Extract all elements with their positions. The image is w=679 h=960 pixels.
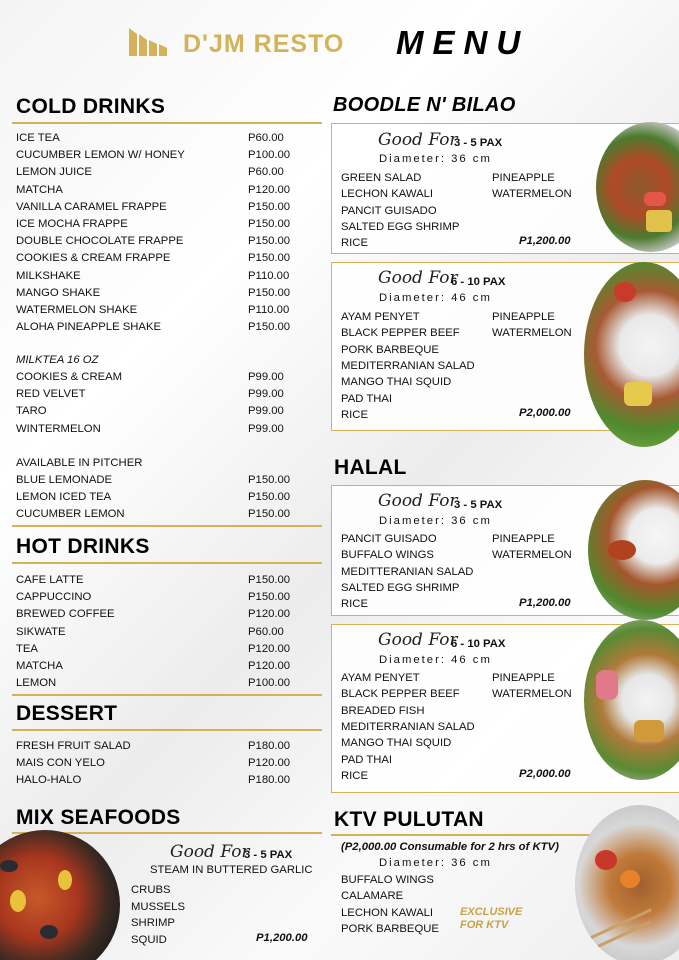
hot-drink-price: P100.00 xyxy=(248,677,291,690)
boodle-2-left-item: MANGO THAI SQUID xyxy=(341,376,452,389)
halal-2-left-item: RICE xyxy=(341,769,368,782)
cold-drink-row xyxy=(16,268,306,284)
milktea-price: P99.00 xyxy=(248,422,284,435)
boodle-2-right-item: PINEAPPLE xyxy=(492,311,555,323)
cold-drink-name: MATCHA xyxy=(16,183,63,196)
hot-drink-price: P120.00 xyxy=(248,642,291,655)
cold-drink-price: P100.00 xyxy=(248,149,291,162)
menu-title: MENU xyxy=(396,24,530,61)
boodle-2-left-item: MEDITERRANIAN SALAD xyxy=(341,359,475,372)
cold-drink-name: MILKSHAKE xyxy=(16,269,81,282)
boodle-1-left-item: LECHON KAWALI xyxy=(341,188,434,201)
cold-drink-row xyxy=(16,319,306,335)
cold-drink-row xyxy=(16,182,306,198)
boodle-1-good-for: Good For xyxy=(378,130,458,150)
hot-drink-price: P150.00 xyxy=(248,574,291,586)
seafood-subtitle: STEAM IN BUTTERED GARLIC xyxy=(150,864,313,876)
boodle-2-left-item: AYAM PENYET xyxy=(341,311,420,323)
hot-drinks-rule xyxy=(12,562,322,564)
halal-2-left-item: BLACK PEPPER BEEF xyxy=(341,688,460,701)
boodle-2-good-for: Good For xyxy=(378,268,458,288)
halal-1-good-for: Good For xyxy=(378,491,458,511)
hot-drink-row xyxy=(16,624,306,640)
boodle-1-pax: 3 - 5 PAX xyxy=(454,137,503,149)
boodle-1-left-item: SALTED EGG SHRIMP xyxy=(341,220,460,233)
milktea-name: COOKIES & CREAM xyxy=(16,371,123,383)
cold-drinks-bottom-rule xyxy=(12,525,322,527)
milktea-row xyxy=(16,386,306,402)
cold-drink-row xyxy=(16,285,306,301)
halal-1-left-item: SALTED EGG SHRIMP xyxy=(341,581,460,594)
boodle-1-price: P1,200.00 xyxy=(519,235,571,247)
hot-drink-row xyxy=(16,641,306,657)
milktea-label: MILKTEA 16 OZ xyxy=(16,354,99,366)
pitcher-price: P150.00 xyxy=(248,491,291,504)
cold-drink-price: P150.00 xyxy=(248,235,291,248)
ktv-item: BUFFALO WINGS xyxy=(341,874,434,886)
ktv-exclusive-line1: EXCLUSIVE xyxy=(460,906,523,918)
cold-drink-price: P120.00 xyxy=(248,183,291,196)
cold-drink-price: P150.00 xyxy=(248,218,291,230)
halal-2-left-item: AYAM PENYET xyxy=(341,672,420,684)
cold-drink-name: WATERMELON SHAKE xyxy=(16,304,138,316)
hot-drinks-heading: HOT DRINKS xyxy=(16,535,150,558)
hot-drink-price: P120.00 xyxy=(248,660,291,672)
milktea-price: P99.00 xyxy=(248,405,284,418)
dessert-rule xyxy=(12,729,322,731)
halal-2-pax: 6 - 10 PAX xyxy=(451,638,506,650)
pitcher-row xyxy=(16,489,306,505)
halal-2-right-item: PINEAPPLE xyxy=(492,672,555,684)
boodle-2-left-item: BLACK PEPPER BEEF xyxy=(341,327,460,340)
cold-drink-name: ALOHA PINEAPPLE SHAKE xyxy=(16,321,162,334)
boodle-2-left-item: PAD THAI xyxy=(341,392,393,405)
hot-drinks-bottom-rule xyxy=(12,694,322,696)
cold-drink-name: DOUBLE CHOCOLATE FRAPPE xyxy=(16,235,184,248)
boodle-1-left-item: GREEN SALAD xyxy=(341,172,422,184)
boodle-1-left-item: RICE xyxy=(341,237,368,250)
seafood-item: MUSSELS xyxy=(131,900,185,913)
dessert-row xyxy=(16,772,306,788)
cold-drink-price: P60.00 xyxy=(248,166,284,179)
milktea-row xyxy=(16,421,306,437)
seafood-platter-image xyxy=(0,830,120,960)
pitcher-name: BLUE LEMONADE xyxy=(16,474,113,486)
ktv-item: LECHON KAWALI xyxy=(341,906,434,919)
pitcher-name: LEMON ICED TEA xyxy=(16,491,112,504)
pitcher-row xyxy=(16,472,306,488)
ktv-exclusive-line2: FOR KTV xyxy=(460,919,509,931)
hot-drink-row xyxy=(16,675,306,691)
pitcher-label: AVAILABLE IN PITCHER xyxy=(16,457,143,469)
cold-drink-name: CUCUMBER LEMON W/ HONEY xyxy=(16,149,185,162)
milktea-price: P99.00 xyxy=(248,388,284,401)
boodle-1-left-item: PANCIT GUISADO xyxy=(341,204,437,217)
halal-2-diameter: Diameter: 46 cm xyxy=(379,654,492,666)
halal-1-left-item: MEDITTERANIAN SALAD xyxy=(341,565,474,578)
halal-2-good-for: Good For xyxy=(378,630,458,650)
seafood-item: CRUBS xyxy=(131,884,171,896)
hot-drink-price: P60.00 xyxy=(248,625,284,638)
cold-drink-row xyxy=(16,216,306,232)
ktv-heading: KTV PULUTAN xyxy=(334,808,484,831)
cold-drink-row xyxy=(16,302,306,318)
cold-drink-name: LEMON JUICE xyxy=(16,166,92,179)
ktv-note: (P2,000.00 Consumable for 2 hrs of KTV) xyxy=(341,841,559,853)
cold-drink-row xyxy=(16,199,306,215)
halal-2-left-item: MEDITERRANIAN SALAD xyxy=(341,720,475,733)
dessert-name: FRESH FRUIT SALAD xyxy=(16,740,131,752)
dessert-price: P180.00 xyxy=(248,774,291,787)
cold-drink-row xyxy=(16,233,306,249)
cold-drink-name: ICE TEA xyxy=(16,132,60,144)
milktea-name: WINTERMELON xyxy=(16,422,101,435)
boodle-1-right-item: WATERMELON xyxy=(492,188,572,201)
halal-2-left-item: MANGO THAI SQUID xyxy=(341,737,452,750)
dessert-price: P120.00 xyxy=(248,757,291,770)
ktv-item: PORK BARBEQUE xyxy=(341,922,439,935)
hot-drink-name: CAFE LATTE xyxy=(16,574,84,586)
hot-drink-price: P120.00 xyxy=(248,608,291,621)
hot-drink-row xyxy=(16,606,306,622)
cold-drink-price: P110.00 xyxy=(248,304,290,316)
cold-drink-price: P150.00 xyxy=(248,321,291,334)
halal-2-left-item: PAD THAI xyxy=(341,753,393,766)
halal-1-left-item: RICE xyxy=(341,598,368,611)
seafood-item: SHRIMP xyxy=(131,917,175,929)
dessert-row xyxy=(16,738,306,754)
halal-2-right-item: WATERMELON xyxy=(492,688,572,701)
dessert-row xyxy=(16,755,306,771)
halal-1-pax: 3 - 5 PAX xyxy=(454,499,503,511)
cold-drink-name: VANILLA CARAMEL FRAPPE xyxy=(16,200,167,213)
boodle-2-diameter: Diameter: 46 cm xyxy=(379,292,492,304)
cold-drink-row xyxy=(16,130,306,146)
pitcher-row xyxy=(16,506,306,522)
cold-drink-price: P150.00 xyxy=(248,252,291,265)
halal-heading: HALAL xyxy=(334,456,407,479)
dessert-name: HALO-HALO xyxy=(16,774,82,787)
cold-drink-name: COOKIES & CREAM FRAPPE xyxy=(16,252,171,265)
milktea-name: RED VELVET xyxy=(16,388,86,401)
ktv-platter-image xyxy=(575,805,679,960)
hot-drink-name: SIKWATE xyxy=(16,625,66,638)
boodle-1-diameter: Diameter: 36 cm xyxy=(379,153,492,165)
cold-drink-price: P60.00 xyxy=(248,132,284,144)
halal-2-price: P2,000.00 xyxy=(519,768,571,780)
boodle-2-price: P2,000.00 xyxy=(519,407,571,419)
cold-drink-price: P110.00 xyxy=(248,269,290,282)
boodle-1-right-item: PINEAPPLE xyxy=(492,172,555,184)
pitcher-price: P150.00 xyxy=(248,474,291,486)
hot-drink-name: MATCHA xyxy=(16,660,63,672)
cold-drinks-rule xyxy=(12,122,322,124)
dessert-name: MAIS CON YELO xyxy=(16,757,105,770)
halal-1-price: P1,200.00 xyxy=(519,597,571,609)
mix-seafoods-heading: MIX SEAFOODS xyxy=(16,806,181,829)
cold-drink-row xyxy=(16,164,306,180)
milktea-name: TARO xyxy=(16,405,47,418)
boodle-2-left-item: RICE xyxy=(341,408,368,421)
halal-1-left-item: BUFFALO WINGS xyxy=(341,549,434,562)
boodle-2-left-item: PORK BARBEQUE xyxy=(341,343,439,356)
hot-drink-price: P150.00 xyxy=(248,591,291,604)
halal-1-left-item: PANCIT GUISADO xyxy=(341,533,437,545)
pitcher-price: P150.00 xyxy=(248,508,291,521)
seafood-item: SQUID xyxy=(131,933,167,946)
cold-drink-row xyxy=(16,250,306,266)
halal-2-left-item: BREADED FISH xyxy=(341,704,425,717)
hot-drink-name: CAPPUCCINO xyxy=(16,591,92,604)
dessert-heading: DESSERT xyxy=(16,702,118,725)
boodle-2-right-item: WATERMELON xyxy=(492,327,572,340)
dessert-price: P180.00 xyxy=(248,740,291,752)
brand-name: D'JM RESTO xyxy=(183,30,345,58)
cold-drinks-heading: COLD DRINKS xyxy=(16,95,166,118)
cold-drink-name: MANGO SHAKE xyxy=(16,286,101,299)
hot-drink-name: TEA xyxy=(16,642,38,655)
cold-drink-price: P150.00 xyxy=(248,286,291,299)
ktv-item: CALAMARE xyxy=(341,890,404,903)
hot-drink-name: BREWED COFFEE xyxy=(16,608,115,621)
milktea-row xyxy=(16,369,306,385)
cold-drink-name: ICE MOCHA FRAPPE xyxy=(16,218,128,230)
ktv-diameter: Diameter: 36 cm xyxy=(379,857,492,869)
boodle-heading: BOODLE N' BILAO xyxy=(333,94,516,116)
pitcher-name: CUCUMBER LEMON xyxy=(16,508,125,521)
halal-1-right-item: PINEAPPLE xyxy=(492,533,555,545)
halal-1-right-item: WATERMELON xyxy=(492,549,572,562)
seafood-pax: 3 - 5 PAX xyxy=(244,849,293,861)
hot-drink-row xyxy=(16,572,306,588)
boodle-2-pax: 6 - 10 PAX xyxy=(451,276,506,288)
milktea-row xyxy=(16,403,306,419)
hot-drink-row xyxy=(16,658,306,674)
cold-drink-row xyxy=(16,147,306,163)
seafood-good-for: Good For xyxy=(170,842,250,862)
cold-drink-price: P150.00 xyxy=(248,200,291,213)
milktea-price: P99.00 xyxy=(248,371,284,383)
halal-1-diameter: Diameter: 36 cm xyxy=(379,515,492,527)
hot-drink-name: LEMON xyxy=(16,677,57,690)
resto-logo-icon xyxy=(127,24,169,58)
hot-drink-row xyxy=(16,589,306,605)
seafood-price: P1,200.00 xyxy=(256,932,308,944)
